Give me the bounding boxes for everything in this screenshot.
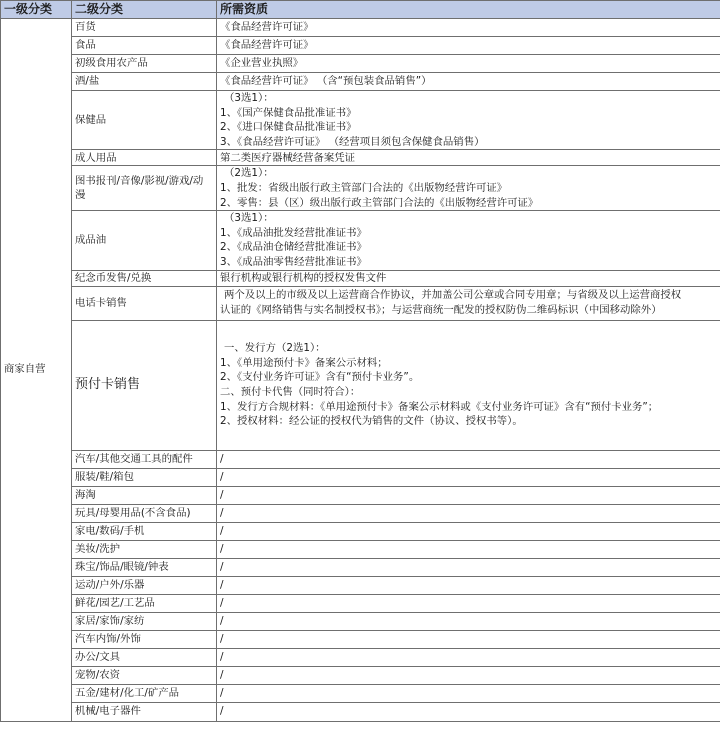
table-row [1, 450, 720, 468]
requirement-cell [217, 648, 720, 666]
header-level2-category: 二级分类 [72, 1, 217, 19]
requirement-cell [217, 37, 720, 55]
requirement-line: / [220, 668, 224, 681]
requirement-line: 2、《进口保健食品批准证书》 [220, 121, 357, 134]
requirement-cell [217, 320, 720, 450]
requirement-cell [217, 19, 720, 37]
table-row [1, 55, 720, 73]
level2-category-cell: 机械/电子器件 [72, 702, 217, 721]
level2-category-cell: 成人用品 [72, 150, 217, 166]
requirement-line: （3选1）： [224, 212, 274, 225]
level2-category-cell: 家电/数码/手机 [72, 522, 217, 540]
level2-category-cell: 美妆/洗护 [72, 540, 217, 558]
table-row [1, 558, 720, 576]
level2-category-cell: 鲜花/园艺/工艺品 [72, 594, 217, 612]
requirement-cell [217, 540, 720, 558]
requirement-line: 2、零售：县（区）级出版行政主管部门合法的《出版物经营许可证》 [220, 196, 539, 209]
requirement-cell [217, 558, 720, 576]
level2-category-cell: 海淘 [72, 486, 217, 504]
requirement-cell [217, 504, 720, 522]
header-row [1, 1, 720, 19]
requirement-line: / [220, 452, 224, 465]
requirement-line: 2、《支付业务许可证》含有“预付卡业务”。 [220, 371, 420, 384]
table-row [1, 211, 720, 270]
requirement-line: 二、预付卡代售（同时符合）： [220, 386, 361, 399]
requirement-line: 《食品经营许可证》 （含“预包装食品销售”） [220, 75, 432, 88]
header-required-qualification: 所需资质 [217, 1, 720, 19]
requirement-cell [217, 150, 720, 166]
requirement-line: / [220, 686, 224, 699]
level2-category-cell: 服装/鞋/箱包 [72, 468, 217, 486]
requirement-cell [217, 576, 720, 594]
requirement-line: / [220, 578, 224, 591]
level2-category-cell: 酒/盐 [72, 73, 217, 91]
requirement-line: 1、《单用途预付卡》备案公示材料； [220, 356, 388, 369]
requirement-line: 2、授权材料：经公证的授权代为销售的文件（协议、授权书等）。 [220, 415, 523, 428]
requirement-line: 认证的《网络销售与实名制授权书》；与运营商统一配发的授权防伪二维码标识（中国移动除外） [220, 304, 662, 317]
table-row [1, 576, 720, 594]
requirement-cell [217, 286, 720, 320]
level2-category-cell: 电话卡销售 [72, 286, 217, 320]
table-row [1, 91, 720, 150]
requirement-line: 《食品经营许可证》 [220, 39, 314, 52]
requirement-cell [217, 450, 720, 468]
table-row [1, 286, 720, 320]
table-row [1, 702, 720, 721]
level2-category-cell: 汽车/其他交通工具的配件 [72, 450, 217, 468]
requirement-cell [217, 522, 720, 540]
requirement-cell [217, 630, 720, 648]
table-row [1, 19, 720, 37]
level2-category-cell: 纪念币发售/兑换 [72, 270, 217, 286]
table-row [1, 270, 720, 286]
requirement-line: / [220, 506, 224, 519]
table-row [1, 540, 720, 558]
level2-category-cell: 预付卡销售 [72, 320, 217, 450]
level2-category-cell: 百货 [72, 19, 217, 37]
level2-category-cell: 宠物/农资 [72, 666, 217, 684]
table-row [1, 73, 720, 91]
requirement-line: / [220, 560, 224, 573]
table-row [1, 594, 720, 612]
requirement-cell [217, 612, 720, 630]
requirement-line: / [220, 524, 224, 537]
requirement-line: （2选1）： [224, 167, 274, 180]
level2-category-cell: 办公/文具 [72, 648, 217, 666]
requirement-line: 《企业营业执照》 [220, 57, 304, 70]
table-row [1, 630, 720, 648]
requirement-line: 一、发行方（2选1）： [224, 342, 326, 355]
requirement-line: 1、发行方合规材料：《单用途预付卡》备案公示材料或《支付业务许可证》含有“预付卡业务”； [220, 400, 659, 413]
requirement-cell [217, 684, 720, 702]
table-row [1, 504, 720, 522]
table-row [1, 37, 720, 55]
table-row [1, 150, 720, 166]
level2-category-cell: 食品 [72, 37, 217, 55]
header-level1-category: 一级分类 [1, 1, 72, 19]
requirement-line: / [220, 542, 224, 555]
requirement-line: / [220, 650, 224, 663]
level2-category-cell: 珠宝/饰品/眼镜/钟表 [72, 558, 217, 576]
table-row [1, 612, 720, 630]
requirement-cell [217, 55, 720, 73]
requirement-cell [217, 166, 720, 211]
level2-category-cell: 玩具/母婴用品(不含食品) [72, 504, 217, 522]
requirement-line: （3选1）： [224, 92, 274, 104]
requirement-line: 1、《成品油批发经营批准证书》 [220, 226, 367, 239]
requirement-cell [217, 666, 720, 684]
requirement-cell [217, 702, 720, 721]
level2-category-cell: 汽车内饰/外饰 [72, 630, 217, 648]
level2-category-cell: 初级食用农产品 [72, 55, 217, 73]
table-row [1, 486, 720, 504]
level2-category-cell: 成品油 [72, 211, 217, 270]
requirement-line: 3、《食品经营许可证》 （经营项目须包含保健食品销售） [220, 135, 485, 148]
requirement-line: / [220, 488, 224, 501]
table-row [1, 666, 720, 684]
requirement-cell [217, 468, 720, 486]
level2-category-cell: 五金/建材/化工/矿产品 [72, 684, 217, 702]
table-row [1, 684, 720, 702]
table-row [1, 320, 720, 450]
requirement-cell [217, 211, 720, 270]
requirement-cell [217, 73, 720, 91]
level2-category-cell: 图书报刊/音像/影视/游戏/动漫 [72, 166, 217, 211]
requirement-line: / [220, 705, 224, 718]
table-row [1, 166, 720, 211]
requirement-line: 3、《成品油零售经营批准证书》 [220, 255, 367, 268]
requirement-line: / [220, 632, 224, 645]
requirement-line: / [220, 470, 224, 483]
requirement-line: 《食品经营许可证》 [220, 21, 314, 34]
requirement-cell [217, 486, 720, 504]
requirement-cell [217, 91, 720, 150]
requirement-line: / [220, 596, 224, 609]
requirement-line: 两个及以上的市级及以上运营商合作协议，并加盖公司公章或合同专用章；与省级及以上运营商授权 [224, 289, 682, 302]
requirement-line: 1、批发：省级出版行政主管部门合法的《出版物经营许可证》 [220, 181, 508, 194]
table-row [1, 648, 720, 666]
requirement-line: 银行机构或银行机构的授权发售文件 [220, 271, 387, 284]
requirement-cell [217, 594, 720, 612]
requirement-line: 1、《国产保健食品批准证书》 [220, 106, 357, 119]
requirement-line: / [220, 614, 224, 627]
requirement-line: 第二类医疗器械经营备案凭证 [220, 151, 356, 164]
level1-category-cell: 商家自营 [1, 19, 72, 722]
requirement-line: 2、《成品油仓储经营批准证书》 [220, 241, 367, 254]
table-row [1, 522, 720, 540]
level2-category-cell: 保健品 [72, 91, 217, 150]
table-row [1, 468, 720, 486]
level2-category-cell: 家居/家饰/家纺 [72, 612, 217, 630]
table-body [1, 19, 720, 722]
level2-category-cell: 运动/户外/乐器 [72, 576, 217, 594]
requirement-cell [217, 270, 720, 286]
